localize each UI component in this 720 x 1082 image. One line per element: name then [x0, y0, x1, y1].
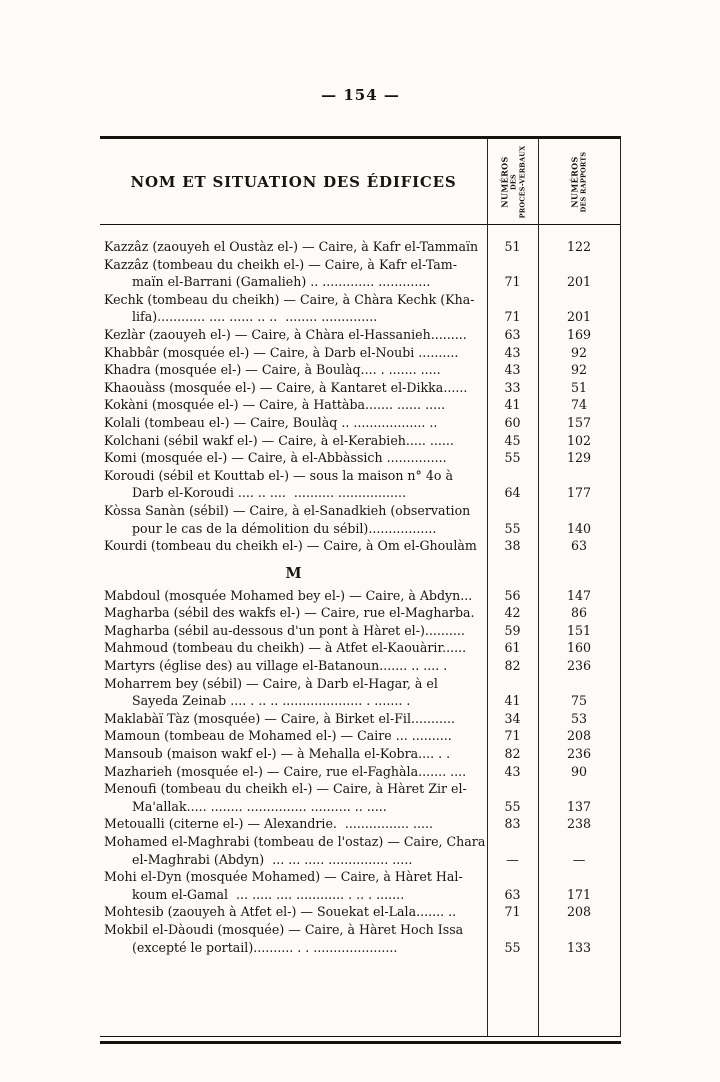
rapport-number: 74: [570, 397, 588, 413]
proces-verbal-number: 55: [504, 450, 521, 466]
table-row: [100, 604, 620, 622]
edifice-name-cell: [100, 449, 487, 467]
table-row: [100, 414, 620, 432]
edifice-text-line: Kolali (tombeau el-) — Caire, Boulàq .. .................. ..: [104, 414, 438, 430]
table-row: [100, 432, 620, 450]
edifice-name-cell: [100, 502, 487, 537]
edifice-text-line: Mohamed el-Maghrabi (tombeau de l'ostaz) — Caire, Chara: [104, 834, 486, 849]
table-header: [100, 139, 620, 225]
table-row: [100, 537, 620, 555]
proces-verbal-number: 83: [504, 816, 521, 832]
proces-verbal-number: —: [506, 851, 519, 867]
edifice-name-cell: [100, 467, 487, 502]
column-divider-names-pv: [487, 139, 488, 1036]
edifice-text-line: Khabbâr (mosquée el-) — Caire, à Darb el-Noubi ..........: [104, 344, 459, 360]
edifice-name-cell: [100, 675, 487, 710]
proces-verbal-number: 82: [504, 746, 521, 762]
edifice-name-cell: [100, 622, 487, 640]
edifice-name-cell: [100, 815, 487, 833]
edifice-text-line: Metoualli (citerne el-) — Alexandrie. ................ .....: [104, 816, 433, 832]
edifice-text-line: Kourdi (tombeau du cheikh el-) — Caire, à Om el-Ghoulàm: [104, 538, 477, 554]
rotated-header-line: DES: [509, 173, 518, 190]
rapport-number: 157: [566, 414, 592, 430]
table-row: [100, 710, 620, 728]
edifice-name-cell: [100, 432, 487, 450]
edifice-text-line: Mohi el-Dyn (mosquée Mohamed) — Caire, à Hàret Hal-: [104, 869, 463, 885]
column-divider-pv-rapports: [538, 139, 539, 1036]
rapport-number: 140: [566, 520, 592, 536]
rapport-number: 92: [570, 362, 588, 378]
table-row: [100, 449, 620, 467]
rapport-number: 90: [570, 763, 588, 779]
proces-verbal-number: 43: [504, 362, 521, 378]
edifice-text-line: Mazharieh (mosquée el-) — Caire, rue el-Faghàla....... ....: [104, 763, 467, 779]
edifice-name-cell: [100, 921, 487, 956]
edifice-name-cell: [100, 344, 487, 362]
table-row: [100, 587, 620, 605]
rapport-number: 236: [566, 746, 592, 762]
bottom-rule: [100, 1041, 621, 1044]
edifice-name-cell: [100, 326, 487, 344]
proces-verbal-number: 64: [504, 485, 521, 501]
table-row: [100, 921, 620, 956]
edifice-text-line: Komi (mosquée el-) — Caire, à el-Abbàssich ...............: [104, 450, 447, 466]
table-row: [100, 639, 620, 657]
proces-verbal-number: 59: [504, 622, 521, 638]
table-row: [100, 291, 620, 326]
table-row: [100, 379, 620, 397]
edifice-text-line: maïn el-Barrani (Gamalieh) .. ............. .............: [132, 274, 431, 290]
table-row: [100, 326, 620, 344]
edifice-text-line: Kazzâz (zaouyeh el Oustàz el-) — Caire, à Kafr el-Tammaïn: [104, 239, 479, 254]
edifice-text-line: koum el-Gamal ... ..... .... ............ . .. . .......: [132, 886, 405, 902]
edifice-name-cell: [100, 657, 487, 675]
rapport-number: 169: [566, 326, 592, 342]
rapport-number: 147: [566, 587, 592, 603]
edifice-name-cell: [100, 396, 487, 414]
edifice-name-cell: [100, 727, 487, 745]
edifice-name-cell: [100, 587, 487, 605]
rapport-number: 201: [566, 309, 592, 325]
proces-verbal-number: 60: [504, 414, 521, 430]
edifice-text-line: Kolchani (sébil wakf el-) — Caire, à el-Kerabieh..... ......: [104, 432, 454, 448]
rapport-number: 160: [566, 640, 592, 656]
rapport-number: 238: [566, 816, 592, 832]
edifice-text-line: Mamoun (tombeau de Mohamed el-) — Caire ... ..........: [104, 728, 452, 744]
edifice-text-line: Maklabàï Tàz (mosquée) — Caire, à Birket el-Fil...........: [104, 710, 456, 726]
proces-verbal-number: 63: [504, 326, 521, 342]
edifice-text-line: Martyrs (église des) au village el-Batanoun....... .. .... .: [104, 658, 448, 674]
edifice-text-line: Magharba (sébil des wakfs el-) — Caire, rue el-Magharba.: [104, 605, 475, 621]
edifice-name-cell: [100, 291, 487, 326]
rapport-number: 201: [566, 274, 592, 290]
proces-verbal-number: 55: [504, 939, 521, 955]
proces-verbal-number: 71: [504, 728, 521, 744]
edifice-name-cell: [100, 379, 487, 397]
table-row: [100, 396, 620, 414]
rapport-number: 208: [566, 728, 592, 744]
proces-verbal-number: 61: [504, 640, 521, 656]
edifice-name-cell: [100, 868, 487, 903]
proces-verbal-number: 45: [504, 432, 521, 448]
rapport-number: 236: [566, 658, 592, 674]
edifice-name-cell: [100, 414, 487, 432]
edifice-text-line: Koroudi (sébil et Kouttab el-) — sous la maison n° 4o à: [104, 467, 453, 483]
edifice-text-line: lifa)............ .... ...... .. .. ........ ..............: [132, 309, 378, 325]
edifice-name-cell: [100, 537, 487, 555]
table-row: [100, 815, 620, 833]
table-row: [100, 675, 620, 710]
edifice-text-line: Mansoub (maison wakf el-) — à Mehalla el-Kobra.... . .: [104, 746, 451, 762]
rapport-number: 53: [570, 710, 588, 726]
page-number: — 154 —: [321, 86, 400, 104]
table-row: [100, 868, 620, 903]
name-column-header: NOM ET SITUATION DES ÉDIFICES: [130, 172, 457, 191]
edifice-text-line: Mahmoud (tombeau du cheikh) — à Atfet el-Kaouàrir......: [104, 640, 467, 656]
table-row: [100, 622, 620, 640]
proces-verbal-number: 51: [504, 239, 521, 254]
rapport-number: 151: [566, 622, 592, 638]
edifice-text-line: Darb el-Koroudi .... .. .... .......... .................: [132, 485, 407, 501]
edifice-text-line: el-Maghrabi (Abdyn) ... ... ..... ............... .....: [132, 851, 413, 867]
edifice-text-line: Khaouàss (mosquée el-) — Caire, à Kantaret el-Dikka......: [104, 379, 468, 395]
edifice-text-line: Sayeda Zeinab .... . .. .. .................... . ....... .: [132, 693, 411, 709]
edifice-name-cell: [100, 361, 487, 379]
edifice-text-line: Mohtesib (zaouyeh à Atfet el-) — Souekat el-Lala....... ..: [104, 904, 457, 920]
edifice-text-line: Moharrem bey (sébil) — Caire, à Darb el-Hagar, à el: [104, 675, 438, 691]
rapports-column-header: [538, 139, 620, 224]
proces-verbal-number: 71: [504, 309, 521, 325]
rapport-number: 75: [570, 693, 588, 709]
edifice-text-line: (excepté le portail).......... . . .....................: [132, 939, 398, 955]
edifice-text-line: Kòssa Sanàn (sébil) — Caire, à el-Sanadkieh (observation: [104, 502, 471, 518]
rapport-number: 63: [570, 538, 588, 554]
table-row: [100, 745, 620, 763]
table-row: [100, 467, 620, 502]
proces-verbal-number: 41: [504, 397, 521, 413]
rapport-number: 122: [566, 239, 592, 254]
rotated-header-line: PROCÈS-VERBAUX: [517, 145, 526, 218]
edifice-name-cell: [100, 238, 487, 256]
edifices-table: [100, 136, 621, 1037]
rapport-number: —: [572, 851, 586, 867]
edifice-name-cell: [100, 780, 487, 815]
proces-verbal-number: 33: [504, 379, 521, 395]
edifice-name-cell: [100, 903, 487, 921]
proces-verbal-number: 38: [504, 538, 521, 554]
rapport-number: 137: [566, 798, 592, 814]
table-row: [100, 344, 620, 362]
edifice-name-cell: [100, 833, 487, 868]
rotated-header-line: NUMÉROS: [569, 155, 580, 208]
rapport-number: 177: [566, 485, 592, 501]
rapport-number: 102: [566, 432, 592, 448]
edifice-text-line: Mabdoul (mosquée Mohamed bey el-) — Caire, à Abdyn...: [104, 587, 473, 603]
rotated-header-line: NUMÉROS: [498, 155, 509, 208]
edifice-text-line: Magharba (sébil au-dessous d'un pont à Hàret el-)..........: [104, 622, 465, 638]
edifice-name-cell: [100, 763, 487, 781]
edifice-name-cell: [100, 639, 487, 657]
edifice-text-line: Kechk (tombeau du cheikh) — Caire, à Chàra Kechk (Kha-: [104, 291, 475, 307]
rapport-number: 129: [566, 450, 592, 466]
table-row: [100, 361, 620, 379]
proces-verbal-number: 34: [504, 710, 521, 726]
rotated-header-line: DES RAPPORTS: [579, 151, 588, 212]
edifice-name-cell: [100, 604, 487, 622]
rapport-number: 208: [566, 904, 592, 920]
rapport-number: 171: [566, 886, 592, 902]
edifice-name-cell: [100, 710, 487, 728]
proces-verbal-number: 43: [504, 344, 521, 360]
edifice-text-line: pour le cas de la démolition du sébil).................: [132, 520, 437, 536]
rapports-header-text: [570, 142, 589, 222]
edifice-text-line: Kokàni (mosquée el-) — Caire, à Hattàba....... ...... .....: [104, 397, 446, 413]
edifice-text-line: Menoufi (tombeau du cheikh el-) — Caire, à Hàret Zir el-: [104, 781, 467, 797]
proces-verbal-number: 82: [504, 658, 521, 674]
table-row: [100, 657, 620, 675]
edifice-text-line: Ma'allak..... ........ ............... .......... .. .....: [132, 798, 387, 814]
proces-verbal-number: 43: [504, 763, 521, 779]
table-row: [100, 903, 620, 921]
edifice-text-line: Kezlàr (zaouyeh el-) — Caire, à Chàra el-Hassanieh.........: [104, 326, 467, 342]
proces-verbal-number: 63: [504, 886, 521, 902]
edifice-name-cell: [100, 745, 487, 763]
rapport-number: 92: [570, 344, 588, 360]
proces-verbal-number: 56: [504, 587, 521, 603]
edifice-text-line: Khadra (mosquée el-) — Caire, à Boulàq.... . ....... .....: [104, 362, 441, 378]
table-row: [100, 763, 620, 781]
table-row: [100, 502, 620, 537]
proces-verbal-number: 71: [504, 904, 521, 920]
proces-verbal-number: 55: [504, 520, 521, 536]
section-letter: M: [285, 564, 302, 582]
table-row: [100, 833, 620, 868]
proces-verbal-number: 71: [504, 274, 521, 290]
proces-verbaux-column-header: [487, 139, 538, 224]
table-row: [100, 780, 620, 815]
proces-verbal-number: 42: [504, 605, 521, 621]
proces-verbal-number: 55: [504, 798, 521, 814]
table-body: [100, 225, 620, 956]
table-row: [100, 727, 620, 745]
edifice-name-cell: [100, 256, 487, 291]
proces-verbal-number: 41: [504, 693, 521, 709]
proces-verbaux-header-text: [499, 142, 526, 222]
rapport-number: 51: [570, 379, 588, 395]
table-row: [100, 238, 620, 256]
rapport-number: 86: [570, 605, 588, 621]
rapport-number: 133: [566, 939, 592, 955]
edifice-text-line: Mokbil el-Dàoudi (mosquée) — Caire, à Hàret Hoch Issa: [104, 921, 464, 937]
edifice-text-line: Kazzâz (tombeau du cheikh el-) — Caire, à Kafr el-Tam-: [104, 256, 457, 272]
table-row: [100, 256, 620, 291]
